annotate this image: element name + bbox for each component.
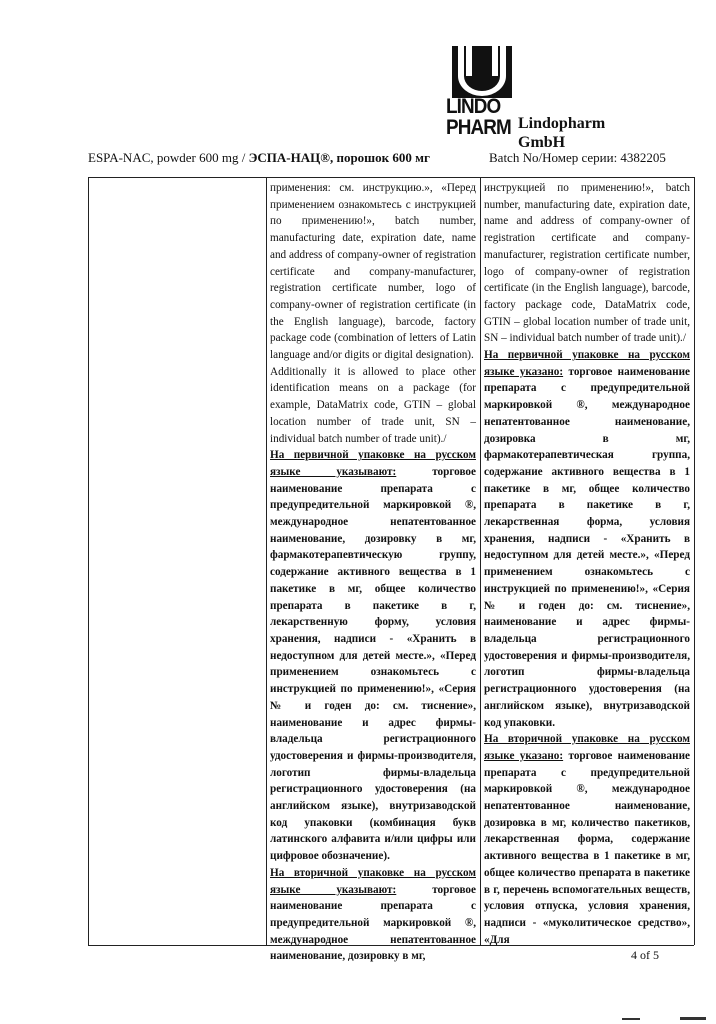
company-name-line-2: GmbH <box>518 134 566 151</box>
column-russian-amended <box>484 180 690 948</box>
col2-paragraph-1: применения: см. инструкцию.», «Перед применением ознакомьтесь с инструкцией по применению!», batch number, manufacturing date, expiration date, name and address of company-owner of registration certificate and company-manufacturer, registration certificate number, logo of company-owner of registration certificate (in the English language), barcode, factory package code (combination of letters of Latin language and/or digits or digital designation). <box>270 182 476 362</box>
col3-secondary-heading: На вторичной упаковке на русском языке указано: <box>484 733 690 762</box>
col2-primary-text: торговое наименование препарата с предупредительной маркировкой ®, международное непатентованное наименование, дозировку в мг, фармакотерапевтическую группу, содержание активного вещества в 1 пакетике в мг, общее количество препарата в пакетике в г, лекарственную форму, условия хранения, надписи - «Хранить в недоступном для детей месте.», «Перед применением ознакомьтесь с инструкцией по применению!», «Серия № и годен до: см. тиснение», наименование и адрес фирмы-владельца регистрационного удостоверения и фирмы-производителя, логотип фирмы-владельца регистрационного удостоверения (на английском языке), внутризаводской код упаковки (комбинация букв латинского алфавита и/или цифры или цифровое обозначение). <box>270 465 476 863</box>
lindopharm-logo-mark <box>452 46 512 98</box>
col3-primary-package <box>484 347 690 731</box>
table-top-border <box>88 177 694 178</box>
col3-secondary-package <box>484 731 690 948</box>
col2-secondary-heading: На вторичной упаковке на русском языке указывают: <box>270 866 476 896</box>
logo-line-1: LINDO <box>446 95 501 118</box>
logo-line-2: PHARM <box>446 116 511 139</box>
col2-secondary-text: торговое наименование препарата с предупредительной маркировкой ®, международное непатентованное наименование, дозировку в мг, <box>270 883 476 963</box>
column-russian-original <box>270 180 476 965</box>
company-name <box>518 114 605 152</box>
table-column-divider-1 <box>266 177 267 945</box>
col3-primary-text: торговое наименование препарата с предупредительной маркировкой ®, международное непатентованное наименование, дозировка в мг, фармакотерапевтическая группа, содержание активного вещества в 1 пакетике в мг, общее количество препарата в пакетике в г, лекарственная форма, условия хранения, надписи - «Хранить в недоступном для детей месте.», «Перед применением ознакомьтесь с инструкцией по применению!», «Серия № и годен до: см. тиснение», наименование и адрес фирмы-владельца регистрационного удостоверения и фирмы-производителя, логотип фирмы-владельца регистрационного удостоверения (на английском языке), внутризаводской код упаковки. <box>484 365 690 729</box>
product-header <box>88 150 430 166</box>
product-name-en: ESPA-NAC, powder 600 mg / <box>88 150 249 165</box>
col3-paragraph-1: инструкцией по применению!», batch number, manufacturing date, expiration date, name and address of company-owner of registration certificate and company-manufacturer, registration certificate number, logo of company-owner of registration certificate (in the English language), barcode, factory package code, DataMatrix code, GTIN – global location number of trade unit, SN – individual batch number of trade unit)./ <box>484 182 690 345</box>
company-name-line-1: Lindopharm <box>518 115 606 132</box>
logo-wordmark <box>446 96 518 138</box>
col2-primary-heading: На первичной упаковке на русском языке указывают: <box>270 449 476 478</box>
page-number: 4 of 5 <box>631 948 659 962</box>
col2-paragraph-2: Additionally it is allowed to place other identification means on a package (for example, DataMatrix code, GTIN – global location number of trade unit, SN – individual batch number of trade unit)./ <box>270 365 476 445</box>
table-column-divider-2 <box>480 177 481 945</box>
col3-primary-heading: На первичной упаковке на русском языке указано: <box>484 349 690 378</box>
col3-secondary-text: торговое наименование препарата с предупредительной маркировкой ®, международное непатентованное наименование, дозировка в мг, количество пакетиков, лекарственная форма, содержание активного вещества в 1 пакетике в мг, общее количество препарата в пакетике в г, перечень вспомогательных веществ, условия отпуска, условия хранения, надписи - «муколитическое средство», «Для <box>484 749 690 946</box>
product-name-ru: ЭСПА-НАЦ®, порошок 600 мг <box>248 150 430 165</box>
batch-number <box>489 150 666 166</box>
batch-number-text: Batch No/Номер серии: 4382205 <box>489 150 666 165</box>
col2-secondary-package <box>270 865 476 965</box>
table-right-border <box>694 177 695 945</box>
scan-noise <box>600 1012 710 1024</box>
table-left-border <box>88 177 89 945</box>
col2-primary-package <box>270 447 476 865</box>
